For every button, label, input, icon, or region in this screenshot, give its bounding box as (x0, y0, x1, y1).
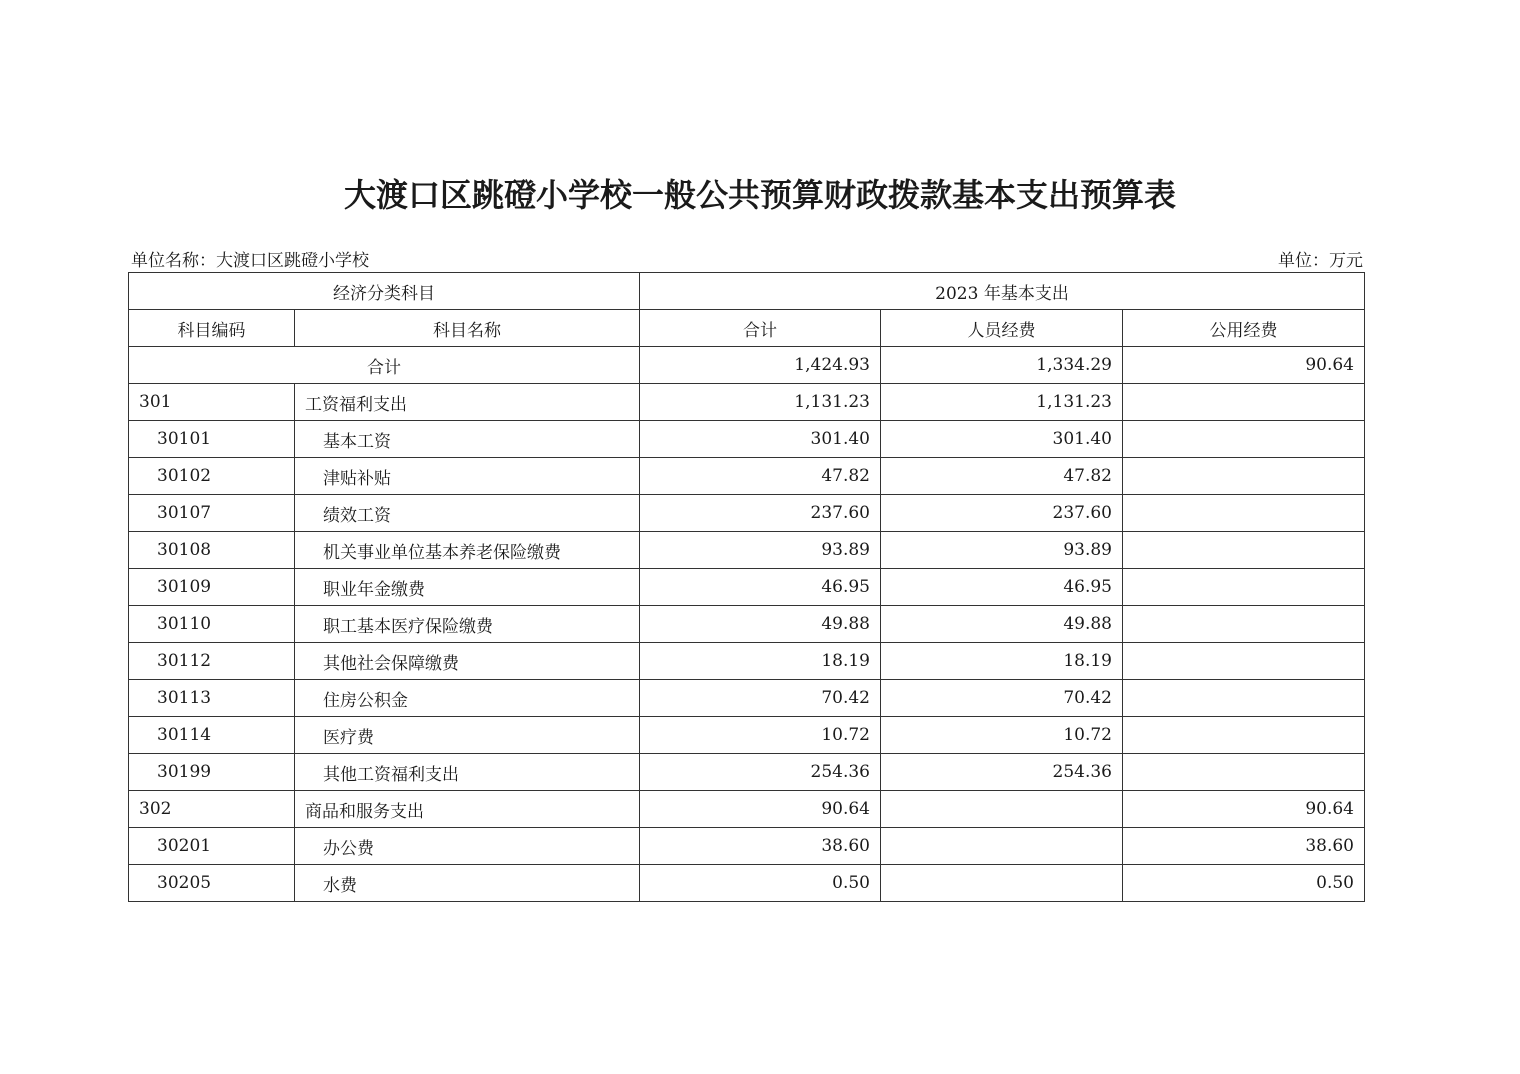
row-public (1123, 421, 1365, 458)
row-name: 医疗费 (295, 717, 640, 754)
header-total: 合计 (640, 310, 881, 347)
row-public (1123, 606, 1365, 643)
row-public (1123, 458, 1365, 495)
row-code: 302 (129, 791, 295, 828)
table-row (129, 791, 1365, 828)
row-code: 30205 (129, 865, 295, 902)
row-personnel: 301.40 (881, 421, 1123, 458)
header-code: 科目编码 (129, 310, 295, 347)
row-total: 301.40 (640, 421, 881, 458)
row-code: 30113 (129, 680, 295, 717)
row-personnel: 237.60 (881, 495, 1123, 532)
header-column-row (129, 310, 1365, 347)
row-code: 30109 (129, 569, 295, 606)
row-public (1123, 495, 1365, 532)
row-personnel: 10.72 (881, 717, 1123, 754)
row-name: 住房公积金 (295, 680, 640, 717)
row-public: 0.50 (1123, 865, 1365, 902)
row-code: 301 (129, 384, 295, 421)
page-title: 大渡口区跳磴小学校一般公共预算财政拨款基本支出预算表 (343, 176, 1176, 214)
header-public: 公用经费 (1123, 310, 1365, 347)
row-personnel (881, 865, 1123, 902)
row-code: 30112 (129, 643, 295, 680)
row-personnel: 47.82 (881, 458, 1123, 495)
table-row (129, 828, 1365, 865)
total-label: 合计 (129, 347, 640, 384)
header-group-row (129, 273, 1365, 310)
row-name: 水费 (295, 865, 640, 902)
row-total: 46.95 (640, 569, 881, 606)
row-name: 其他工资福利支出 (295, 754, 640, 791)
row-total: 254.36 (640, 754, 881, 791)
row-total: 93.89 (640, 532, 881, 569)
row-code: 30107 (129, 495, 295, 532)
row-code: 30108 (129, 532, 295, 569)
total-public: 90.64 (1123, 347, 1365, 384)
row-public (1123, 569, 1365, 606)
row-total: 237.60 (640, 495, 881, 532)
row-total: 18.19 (640, 643, 881, 680)
table-row (129, 606, 1365, 643)
table-row (129, 458, 1365, 495)
table-row (129, 865, 1365, 902)
table-row (129, 717, 1365, 754)
row-code: 30199 (129, 754, 295, 791)
row-personnel (881, 828, 1123, 865)
budget-table (128, 272, 1365, 902)
row-personnel: 70.42 (881, 680, 1123, 717)
unit-info-line (131, 246, 1363, 270)
table-row (129, 384, 1365, 421)
total-personnel: 1,334.29 (881, 347, 1123, 384)
header-personnel: 人员经费 (881, 310, 1123, 347)
row-total: 38.60 (640, 828, 881, 865)
total-total: 1,424.93 (640, 347, 881, 384)
table-row (129, 495, 1365, 532)
row-total: 70.42 (640, 680, 881, 717)
row-total: 90.64 (640, 791, 881, 828)
row-code: 30102 (129, 458, 295, 495)
row-personnel: 1,131.23 (881, 384, 1123, 421)
table-row (129, 754, 1365, 791)
row-name: 基本工资 (295, 421, 640, 458)
row-name: 办公费 (295, 828, 640, 865)
row-total: 1,131.23 (640, 384, 881, 421)
row-public (1123, 717, 1365, 754)
row-public (1123, 532, 1365, 569)
total-row (129, 347, 1365, 384)
unit-label: 单位： (1278, 251, 1329, 271)
row-total: 49.88 (640, 606, 881, 643)
row-name: 职业年金缴费 (295, 569, 640, 606)
currency-unit (1278, 246, 1363, 271)
row-code: 30101 (129, 421, 295, 458)
header-economic-category: 经济分类科目 (129, 273, 640, 310)
row-public (1123, 384, 1365, 421)
row-public: 90.64 (1123, 791, 1365, 828)
row-personnel (881, 791, 1123, 828)
row-name: 绩效工资 (295, 495, 640, 532)
row-public (1123, 643, 1365, 680)
header-basic-expenditure: 2023 年基本支出 (640, 273, 1365, 310)
row-personnel: 46.95 (881, 569, 1123, 606)
unit-name-label: 单位名称： (131, 251, 216, 271)
row-total: 0.50 (640, 865, 881, 902)
table-row (129, 569, 1365, 606)
row-personnel: 93.89 (881, 532, 1123, 569)
row-name: 职工基本医疗保险缴费 (295, 606, 640, 643)
row-code: 30114 (129, 717, 295, 754)
table-row (129, 680, 1365, 717)
row-name: 津贴补贴 (295, 458, 640, 495)
unit-name (131, 246, 369, 271)
table-row (129, 421, 1365, 458)
header-name: 科目名称 (295, 310, 640, 347)
unit-name-value: 大渡口区跳磴小学校 (216, 251, 369, 271)
row-name: 商品和服务支出 (295, 791, 640, 828)
row-total: 10.72 (640, 717, 881, 754)
row-personnel: 254.36 (881, 754, 1123, 791)
row-name: 工资福利支出 (295, 384, 640, 421)
row-public (1123, 754, 1365, 791)
table-row (129, 643, 1365, 680)
row-public (1123, 680, 1365, 717)
table-row (129, 532, 1365, 569)
row-name: 其他社会保障缴费 (295, 643, 640, 680)
row-public: 38.60 (1123, 828, 1365, 865)
table-body (129, 347, 1365, 902)
row-name: 机关事业单位基本养老保险缴费 (295, 532, 640, 569)
row-total: 47.82 (640, 458, 881, 495)
row-code: 30201 (129, 828, 295, 865)
unit-value: 万元 (1329, 251, 1363, 271)
row-code: 30110 (129, 606, 295, 643)
row-personnel: 18.19 (881, 643, 1123, 680)
row-personnel: 49.88 (881, 606, 1123, 643)
